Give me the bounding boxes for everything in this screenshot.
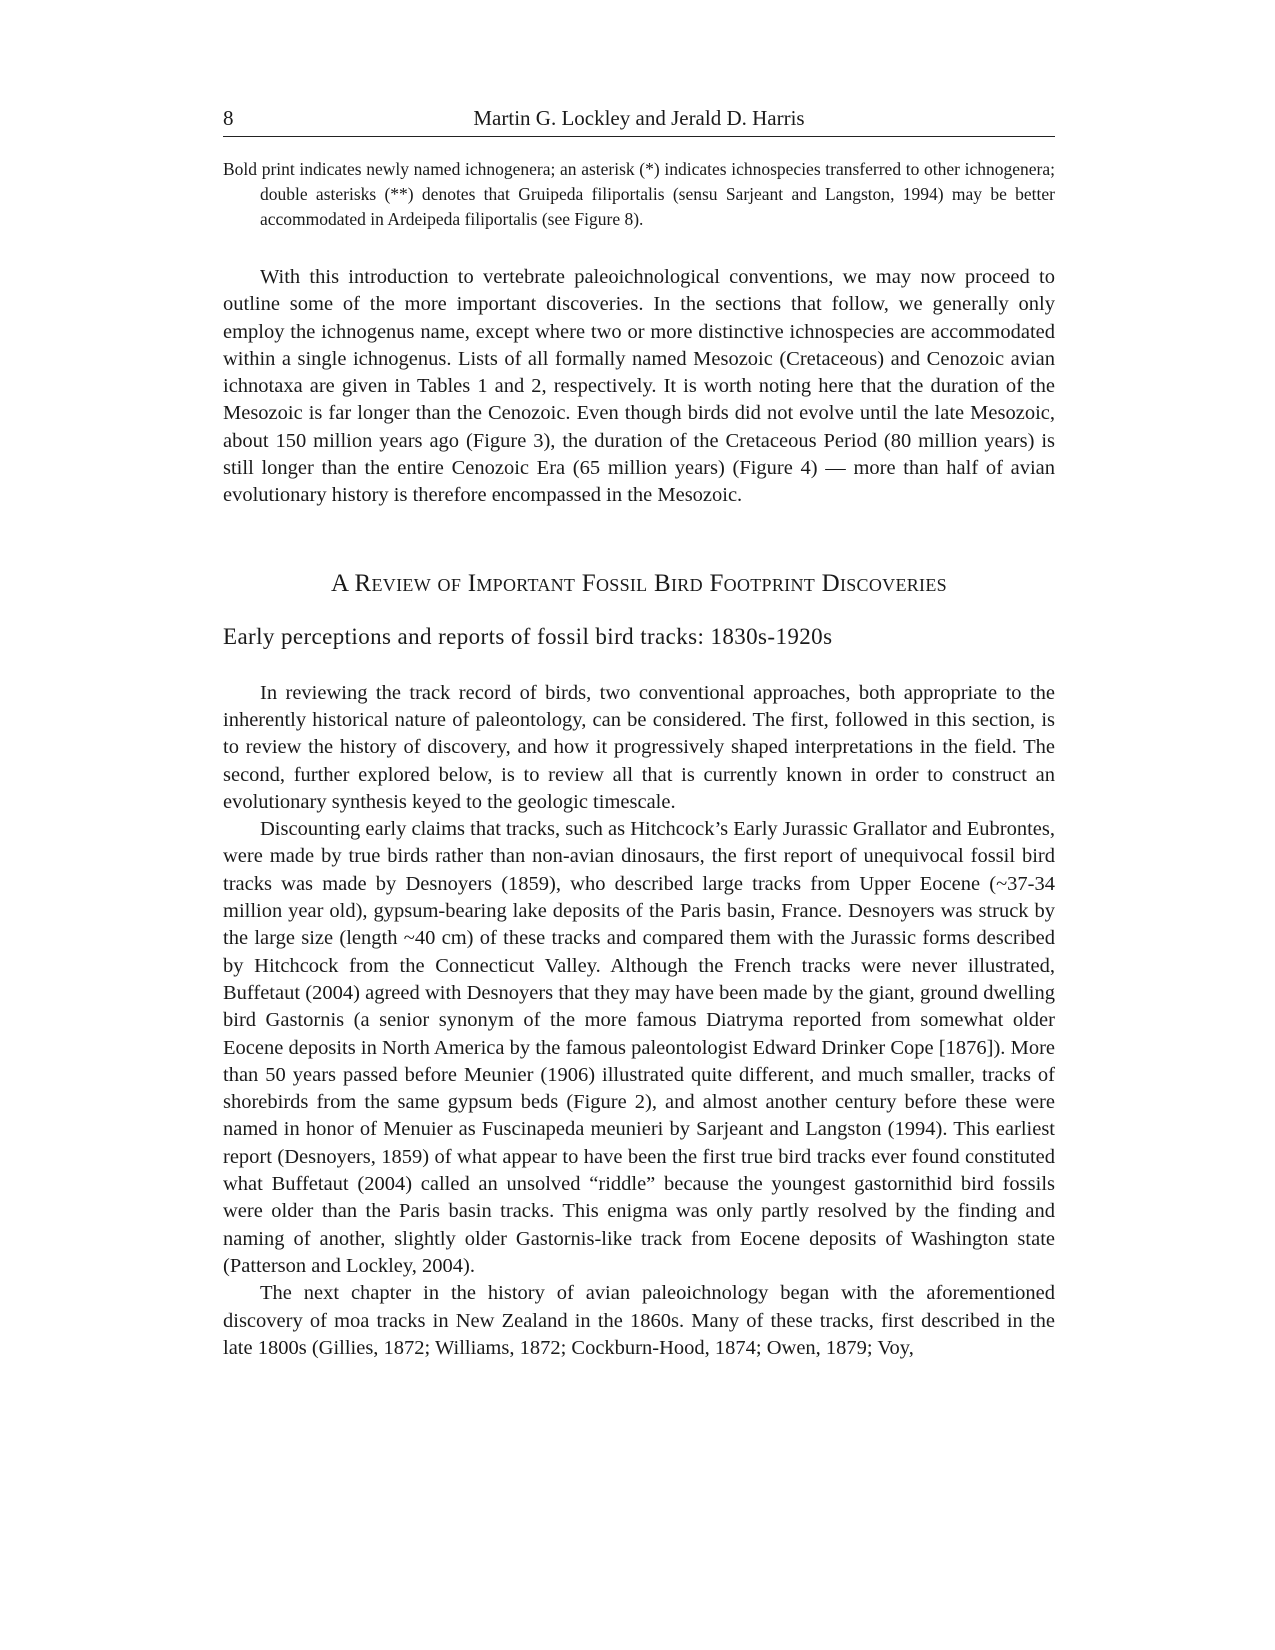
- running-header: [223, 100, 1055, 137]
- page-number: 8: [223, 106, 234, 130]
- running-title: Martin G. Lockley and Jerald D. Harris: [473, 106, 805, 130]
- body-paragraph: In reviewing the track record of birds, two conventional approaches, both appropriate to the inherently historical nature of paleontology, can be considered. The first, followed in this section, is to review the history of discovery, and how it progressively shaped interpretations in the field. The second, further explored below, is to review all that is currently known in order to construct an evolutionary synthesis keyed to the geologic timescale.: [223, 681, 1055, 813]
- table-caption-note: Bold print indicates newly named ichnogenera; an asterisk (*) indicates ichnospecies transferred to other ichnogenera; double asterisks (**) denotes that Gruipeda filiportalis (sensu Sarjeant and Langston, 1994) may be better accommodated in Ardeipeda filiportalis (see Figure 8).: [223, 159, 1055, 229]
- page: [223, 100, 1055, 1362]
- section-heading: [223, 570, 1055, 598]
- body-paragraph: Discounting early claims that tracks, such as Hitchcock’s Early Jurassic Grallator and Eubrontes, were made by true birds rather than non-avian dinosaurs, the first report of unequivocal fossil bird tracks was made by Desnoyers (1859), who described large tracks from Upper Eocene (~37-34 million year old), gypsum-bearing lake deposits of the Paris basin, France. Desnoyers was struck by the large size (length ~40 cm) of these tracks and compared them with the Jurassic forms described by Hitchcock from the Connecticut Valley. Although the French tracks were never illustrated, Buffetaut (2004) agreed with Desnoyers that they may have been made by the giant, ground dwelling bird Gastornis (a senior synonym of the more famous Diatryma reported from somewhat older Eocene deposits in North America by the famous paleontologist Edward Drinker Cope [1876]). More than 50 years passed before Meunier (1906) illustrated quite different, and much smaller, tracks of shorebirds from the same gypsum beds (Figure 2), and almost another century before these were named in honor of Menuier as Fuscinapeda meunieri by Sarjeant and Langston (1994). This earliest report (Desnoyers, 1859) of what appear to have been the first true bird tracks ever found constituted what Buffetaut (2004) called an unsolved “riddle” because the youngest gastornithid bird fossils were older than the Paris basin tracks. This enigma was only partly resolved by the finding and naming of another, slightly older Gastornis-like track from Eocene deposits of Washington state (Patterson and Lockley, 2004).: [223, 818, 1055, 1277]
- subsection-heading: Early perceptions and reports of fossil bird tracks: 1830s-1920s: [223, 623, 833, 649]
- section-heading-text: A Review of Important Fossil Bird Footprint Discoveries: [331, 569, 947, 597]
- body-paragraph: The next chapter in the history of avian paleoichnology began with the aforementioned discovery of moa tracks in New Zealand in the 1860s. Many of these tracks, first described in the late 1800s (Gillies, 1872; Williams, 1872; Cockburn-Hood, 1874; Owen, 1879; Voy,: [223, 1282, 1055, 1359]
- intro-paragraph: With this introduction to vertebrate paleoichnological conventions, we may now proceed to outline some of the more important discoveries. In the sections that follow, we generally only employ the ichnogenus name, except where two or more distinctive ichnospecies are accommodated within a single ichnogenus. Lists of all formally named Mesozoic (Cretaceous) and Cenozoic avian ichnotaxa are given in Tables 1 and 2, respectively. It is worth noting here that the duration of the Mesozoic is far longer than the Cenozoic. Even though birds did not evolve until the late Mesozoic, about 150 million years ago (Figure 3), the duration of the Cretaceous Period (80 million years) is still longer than the entire Cenozoic Era (65 million years) (Figure 4) — more than half of avian evolutionary history is therefore encompassed in the Mesozoic.: [223, 266, 1055, 507]
